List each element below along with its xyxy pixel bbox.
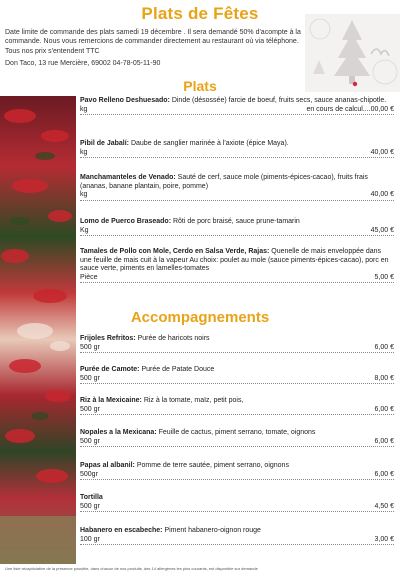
allergen-footnote: Une liste récapitulative de la présence possible, dans chacun de nos produits, des 14 allergènes les plus courants, est disponible sur demande [5, 566, 258, 571]
dish-name: Manchamanteles de Venado: [80, 174, 176, 181]
side-name: Tortilla [80, 494, 103, 501]
list-item [80, 335, 394, 353]
list-item [80, 97, 394, 115]
dish-unit: kg [80, 148, 88, 156]
dish-description: Daube de sanglier marinée à l'axiote (épice Maya). [130, 140, 289, 147]
dish-price: 40,00 € [370, 148, 394, 156]
side-price: 8,00 € [374, 374, 394, 382]
side-unit: 500gr [80, 470, 98, 478]
accompagnements-heading: Accompagnements [130, 309, 270, 326]
side-name: Frijoles Refritos: [80, 335, 136, 342]
list-item [80, 140, 394, 158]
list-item [80, 248, 394, 283]
list-item [80, 218, 394, 236]
dish-description: Dinde (désossée) farcie de boeuf, fruits secs, sauce ananas-chipotle. [171, 97, 387, 104]
side-description: Purée de haricots noirs [137, 335, 210, 342]
list-item [80, 462, 394, 480]
dish-description: Rôti de porc braisé, sauce prune-tamarin [172, 218, 300, 225]
dish-name: Tamales de Pollo con Mole, Cerdo en Salsa Verde, Rajas: [80, 248, 270, 255]
dish-price: 40,00 € [370, 191, 394, 199]
side-description: Piment habanero-oignon rouge [164, 527, 261, 534]
side-name: Nopales a la Mexicana: [80, 429, 157, 436]
side-unit: 500 gr [80, 502, 100, 510]
side-price: 3,00 € [374, 535, 394, 543]
side-description: Feuille de cactus, piment serrano, tomate, oignons [158, 429, 316, 436]
dish-description: Sauté de cerf, sauce mole (piments-épices-cacao), fruits frais (ananas, banane plantain, poire, pomme) [80, 174, 368, 190]
side-description: Pomme de terre sautée, piment serrano, oignons [136, 462, 289, 469]
dish-price: 45,00 € [370, 226, 394, 234]
list-item [80, 527, 394, 545]
dish-name: Pavo Relleno Deshuesado: [80, 97, 170, 104]
side-name: Habanero en escabeche: [80, 527, 163, 534]
side-name: Papas al albanil: [80, 462, 135, 469]
dish-price: 5,00 € [374, 273, 394, 281]
dish-name: Pibil de Jabalí: [80, 140, 130, 147]
dish-unit: kg [80, 191, 88, 199]
side-price: 4,50 € [374, 502, 394, 510]
dish-unit: kg [80, 105, 88, 113]
order-info-text: Date limite de commande des plats samedi 19 décembre . Il sera demandé 50% d'acompte à la commande. Nous vous remercions de commander directement au restaurant où via téléphone. Tous nos prix s'entendent TTC [5, 29, 301, 55]
plats-heading: Plats [183, 78, 217, 94]
side-price: 6,00 € [374, 343, 394, 351]
dish-unit: Pièce [80, 273, 98, 281]
list-item [80, 366, 394, 384]
page-title: Plats de Fêtes [141, 4, 259, 23]
side-name: Purée de Camote: [80, 366, 140, 373]
side-price: 6,00 € [374, 470, 394, 478]
side-description: Purée de Patate Douce [141, 366, 215, 373]
dish-name: Lomo de Puerco Braseado: [80, 218, 172, 225]
list-item [80, 429, 394, 447]
side-unit: 500 gr [80, 437, 100, 445]
side-description: Riz à la tomate, maïz, petit pois, [143, 397, 244, 404]
poinsettia-photo [0, 96, 76, 564]
side-unit: 100 gr [80, 535, 100, 543]
list-item [80, 494, 394, 512]
side-unit: 500 gr [80, 374, 100, 382]
side-unit: 500 gr [80, 405, 100, 413]
list-item [80, 397, 394, 415]
side-price: 6,00 € [374, 405, 394, 413]
dish-price: en cours de calcul....00,00 € [306, 105, 394, 113]
restaurant-address: Don Taco, 13 rue Mercière, 69002 04-78-05-11-90 [5, 60, 161, 67]
side-name: Riz à la Mexicaine: [80, 397, 142, 404]
list-item [80, 174, 394, 201]
dish-unit: Kg [80, 226, 89, 234]
side-price: 6,00 € [374, 437, 394, 445]
dish-description: Quenelle de mais enveloppée dans une feuille de mais cuit à la vapeur Au choix: poulet au mole (sauce piments-épices-cacao), porc en sauce verte, piments en lamelles-tomates [80, 248, 389, 273]
side-unit: 500 gr [80, 343, 100, 351]
